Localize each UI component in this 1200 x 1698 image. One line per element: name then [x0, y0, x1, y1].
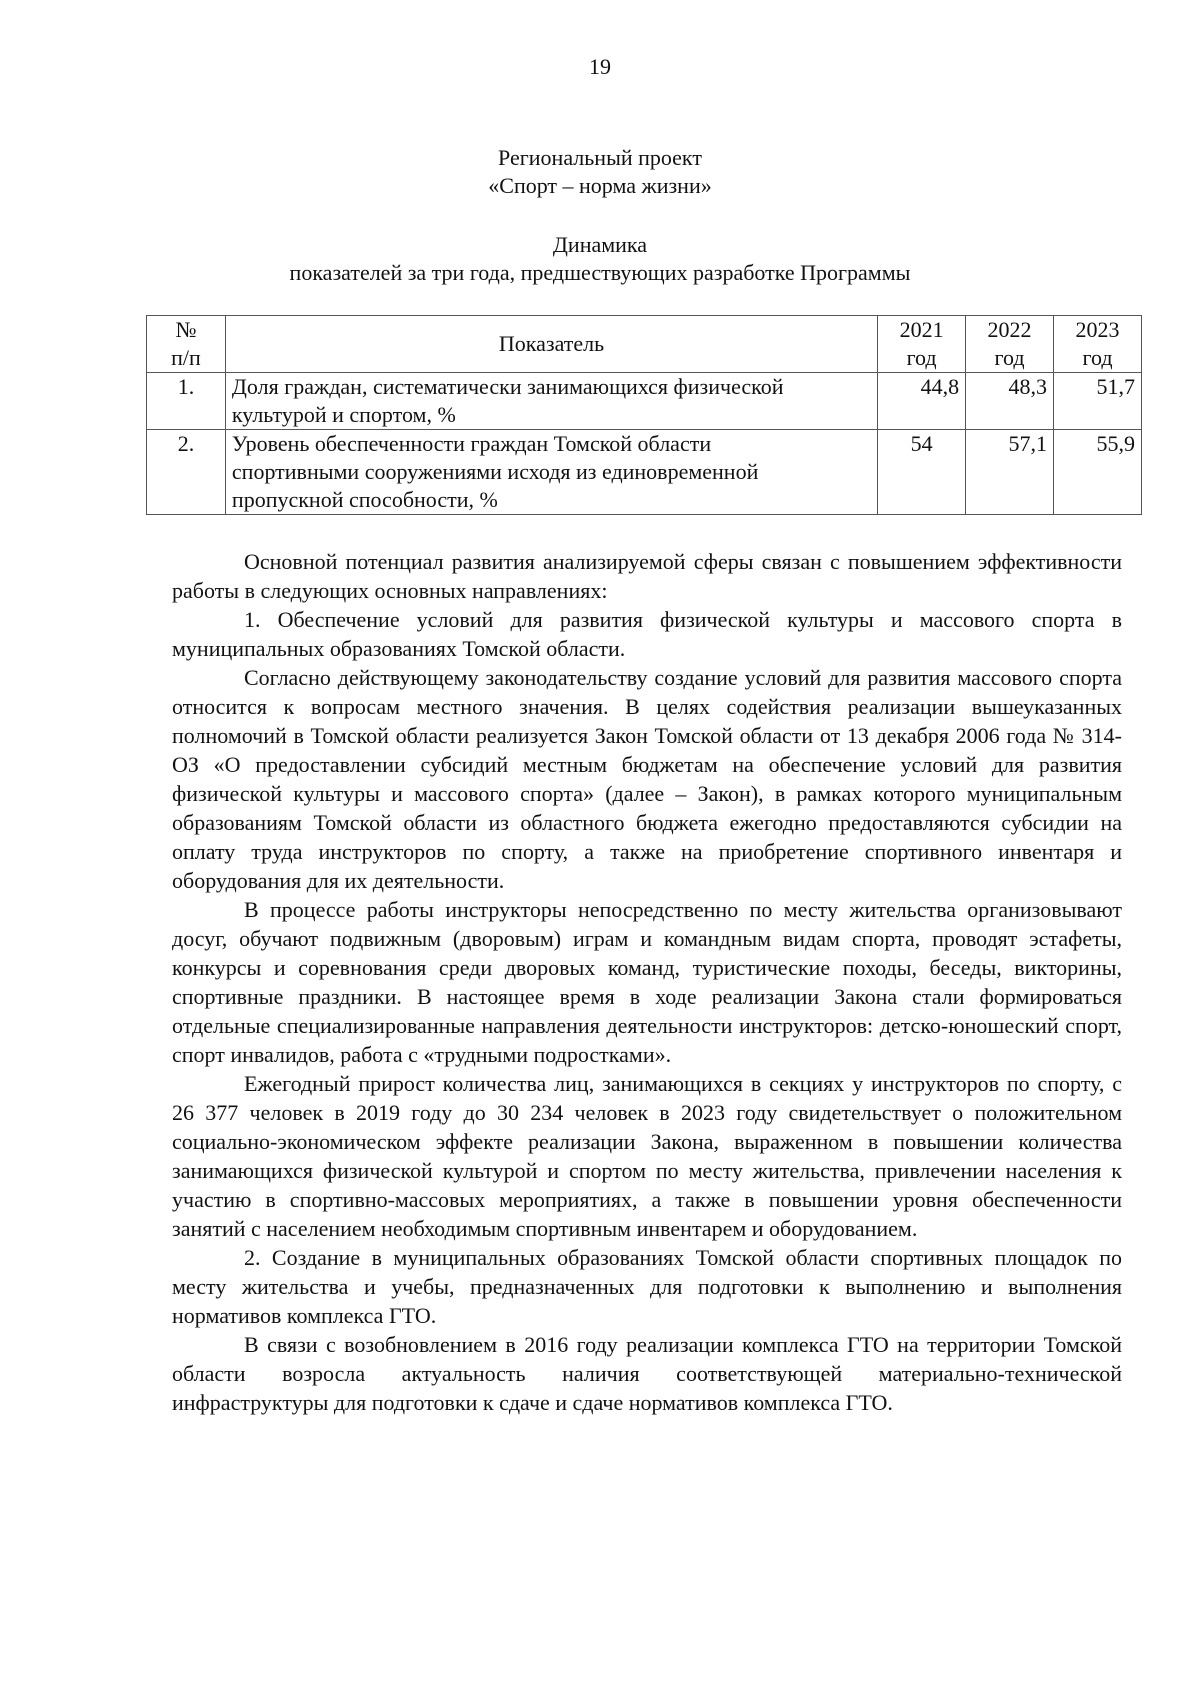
header-2023 — [1054, 316, 1142, 373]
header-2023-word: год — [1082, 345, 1113, 370]
paragraph: 1. Обеспечение условий для развития физической культуры и массового спорта в муниципальных образованиях Томской области. — [172, 607, 1122, 661]
project-title-line2: «Спорт – норма жизни» — [488, 173, 712, 198]
table-row — [147, 430, 1142, 515]
table-row — [147, 373, 1142, 430]
header-2021-year: 2021 — [899, 317, 944, 342]
row-indicator-line: пропускной способности, % — [231, 487, 498, 512]
row-indicator — [225, 373, 877, 430]
row-value-2022: 57,1 — [966, 430, 1054, 515]
project-title-line1: Региональный проект — [498, 145, 702, 170]
header-2022-word: год — [994, 345, 1025, 370]
paragraph: Ежегодный прирост количества лиц, занимающихся в секциях у инструкторов по спорту, с 26 377 человек в 2019 году до 30 234 человек в 2023 году свидетельствует о положительном социально-экономическом эффекте реализации Закона, выраженном в повышении количества занимающихся физической культурой и спортом по месту жительства, привлечении населения к участию в спортивно-массовых мероприятиях, а также в повышении уровня обеспеченности занятий с населением необходимым спортивным инвентарем и оборудованием. — [172, 1071, 1122, 1241]
header-2021 — [878, 316, 966, 373]
dynamics-title-line2: показателей за три года, предшествующих разработке Программы — [289, 260, 911, 285]
dynamics-title-line1: Динамика — [552, 232, 648, 257]
row-value-2023: 51,7 — [1054, 373, 1142, 430]
row-value-2021: 44,8 — [878, 373, 966, 430]
paragraph: 2. Создание в муниципальных образованиях Томской области спортивных площадок по месту жительства и учебы, предназначенных для подготовки к выполнению и выполнения нормативов комплекса ГТО. — [172, 1245, 1122, 1328]
row-indicator-line: Уровень обеспеченности граждан Томской области — [231, 431, 712, 456]
row-indicator-line: Доля граждан, систематически занимающихся физической — [231, 374, 784, 399]
dynamics-title — [0, 231, 1200, 287]
row-num: 1. — [147, 373, 226, 430]
row-num: 2. — [147, 430, 226, 515]
project-title — [0, 144, 1200, 200]
header-2021-word: год — [906, 345, 937, 370]
row-indicator — [225, 430, 877, 515]
header-num-line1: № — [175, 317, 197, 342]
paragraph: В процессе работы инструкторы непосредственно по месту жительства организовывают досуг, обучают подвижным (дворовым) играм и командным видам спорта, проводят эстафеты, конкурсы и соревнования среди дворовых команд, туристические походы, беседы, викторины, спортивные праздники. В настоящее время в ходе реализации Закона стали формироваться отдельные специализированные направления деятельности инструкторов: детско-юношеский спорт, спорт инвалидов, работа с «трудными подростками». — [172, 897, 1122, 1067]
page-number: 19 — [589, 54, 611, 79]
indicators-table — [146, 315, 1142, 515]
header-num-line2: п/п — [171, 345, 201, 370]
row-value-2023: 55,9 — [1054, 430, 1142, 515]
row-indicator-line: культурой и спортом, % — [231, 402, 456, 427]
row-indicator-line: спортивными сооружениями исходя из единовременной — [231, 459, 759, 484]
table-header-row — [147, 316, 1142, 373]
body-text — [172, 547, 1122, 1417]
header-num — [147, 316, 226, 373]
paragraph: Основной потенциал развития анализируемой сферы связан с повышением эффективности работы в следующих основных направлениях: — [172, 549, 1122, 603]
row-value-2022: 48,3 — [966, 373, 1054, 430]
paragraph: Согласно действующему законодательству создание условий для развития массового спорта относится к вопросам местного значения. В целях содействия реализации вышеуказанных полномочий в Томской области реализуется Закон Томской области от 13 декабря 2006 года № 314-ОЗ «О предоставлении субсидий местным бюджетам на обеспечение условий для развития физической культуры и массового спорта» (далее – Закон), в рамках которого муниципальным образованиям Томской области из областного бюджета ежегодно предоставляются субсидии на оплату труда инструкторов по спорту, а также на приобретение спортивного инвентаря и оборудования для их деятельности. — [172, 665, 1122, 893]
paragraph: В связи с возобновлением в 2016 году реализации комплекса ГТО на территории Томской области возросла актуальность наличия соответствующей материально-технической инфраструктуры для подготовки к сдаче и сдаче нормативов комплекса ГТО. — [172, 1332, 1122, 1415]
header-2022-year: 2022 — [987, 317, 1032, 342]
header-2023-year: 2023 — [1075, 317, 1120, 342]
header-indicator: Показатель — [225, 316, 877, 373]
header-2022 — [966, 316, 1054, 373]
row-value-2021: 54 — [878, 430, 966, 515]
